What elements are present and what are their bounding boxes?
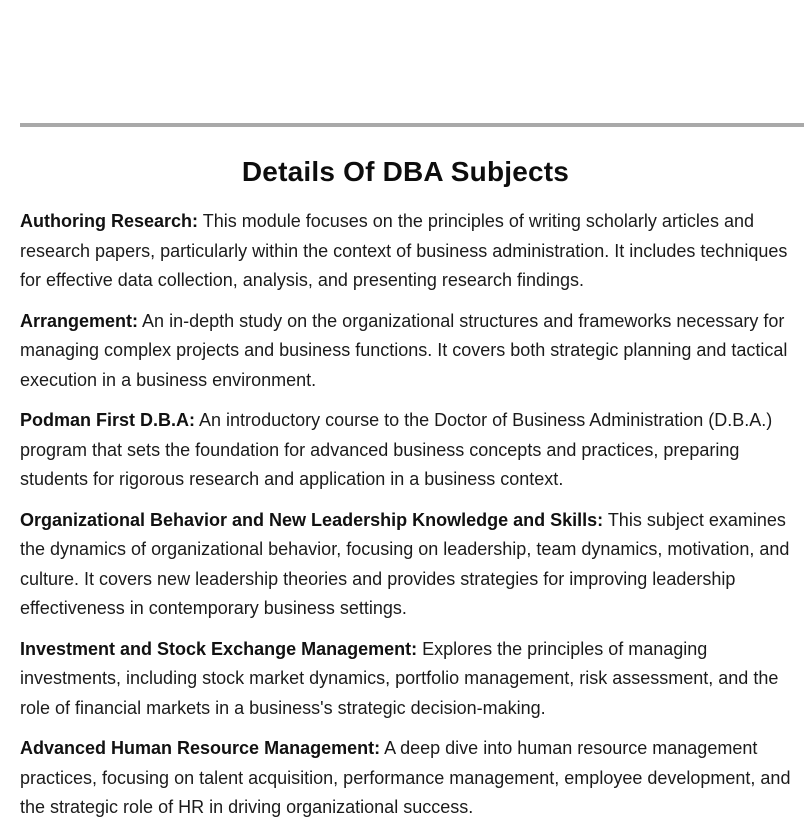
subject-paragraph bbox=[20, 506, 799, 624]
subject-label: Authoring Research: bbox=[20, 211, 199, 231]
subjects-list bbox=[20, 207, 799, 823]
subject-description: This subject examines the dynamics of organizational behavior, focusing on leadership, team dynamics, motivation, and culture. It covers new leadership theories and provides strategies for improving leadership effectiveness in contemporary business settings. bbox=[20, 509, 790, 618]
horizontal-rule bbox=[20, 123, 804, 127]
page-title: Details Of DBA Subjects bbox=[241, 156, 570, 187]
subject-description: An in-depth study on the organizational structures and frameworks necessary for managing complex projects and business functions. It covers both strategic planning and tactical execution in a business environment. bbox=[20, 310, 788, 390]
subject-label: Investment and Stock Exchange Management: bbox=[20, 638, 418, 659]
subject-paragraph bbox=[20, 406, 799, 495]
subject-label: Podman First D.B.A: bbox=[20, 410, 196, 430]
subject-description: Explores the principles of managing investments, including stock market dynamics, portfolio management, risk assessment, and the role of financial markets in a business's strategic decision-making. bbox=[20, 638, 779, 718]
subject-paragraph bbox=[20, 307, 799, 396]
subject-description: A deep dive into human resource management practices, focusing on talent acquisition, performance management, employee development, and the strategic role of HR in driving organizational success. bbox=[20, 738, 791, 817]
subject-paragraph bbox=[20, 734, 799, 823]
subject-paragraph bbox=[20, 635, 799, 724]
subject-label: Advanced Human Resource Management: bbox=[20, 738, 381, 758]
subject-label: Organizational Behavior and New Leadership Knowledge and Skills: bbox=[20, 509, 604, 530]
subject-paragraph bbox=[20, 207, 799, 296]
subject-description: An introductory course to the Doctor of Business Administration (D.B.A.) program that sets the foundation for advanced business concepts and practices, preparing students for rigorous research and application in a business context. bbox=[20, 410, 773, 489]
subject-description: This module focuses on the principles of writing scholarly articles and research papers, particularly within the context of business administration. It includes techniques for effective data collection, analysis, and presenting research findings. bbox=[20, 211, 788, 290]
subject-label: Arrangement: bbox=[20, 310, 139, 331]
